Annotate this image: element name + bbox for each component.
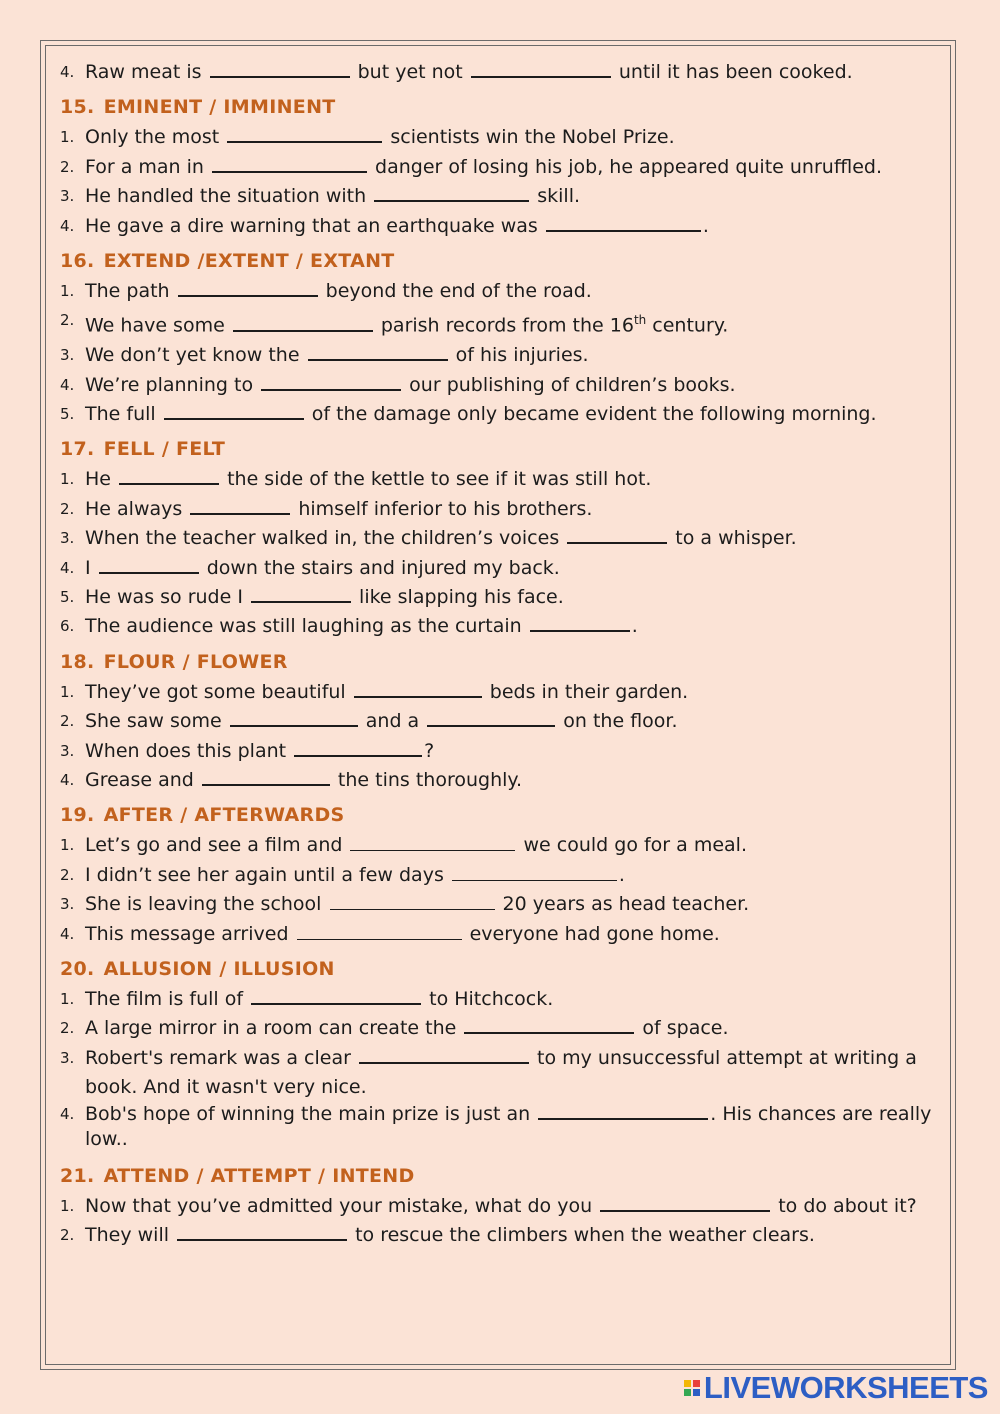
section-heading: 19. AFTER / AFTERWARDS [60, 804, 345, 827]
question-item: 1. Let’s go and see a film and we could go for a meal. [60, 834, 747, 857]
worksheet-content [60, 58, 940, 1250]
question-item: 3. She is leaving the school 20 years as head teacher. [60, 893, 750, 916]
answer-blank[interactable] [471, 60, 611, 78]
answer-blank[interactable] [600, 1194, 770, 1212]
logo-icon [684, 1380, 700, 1396]
question-item: 2. For a man in danger of losing his job, he appeared quite unruffled. [60, 155, 882, 178]
answer-blank[interactable] [230, 709, 358, 727]
answer-blank[interactable] [227, 125, 382, 143]
question-item: 4. This message arrived everyone had gone home. [60, 922, 720, 945]
answer-blank[interactable] [297, 923, 462, 940]
section-heading: 16. EXTEND /EXTENT / EXTANT [60, 250, 395, 273]
answer-blank[interactable] [177, 1223, 347, 1241]
answer-blank[interactable] [374, 184, 529, 202]
liveworksheets-logo[interactable] [684, 1370, 988, 1406]
answer-blank[interactable] [350, 834, 515, 851]
question-number: 4. [60, 63, 75, 81]
question-text: Raw meat is but yet not until it has been cooked. [85, 61, 853, 83]
question-item: 5. He was so rude I like slapping his face. [60, 586, 564, 609]
question-item: 1. Now that you’ve admitted your mistake, what do you to do about it? [60, 1194, 917, 1217]
question-item: 1. He the side of the kettle to see if it was still hot. [60, 468, 652, 491]
answer-blank[interactable] [202, 768, 330, 786]
question-item: 2. We have some parish records from the 16th century. [60, 311, 729, 337]
logo-square-blue [693, 1389, 700, 1396]
question-item: 2. A large mirror in a room can create the of space. [60, 1017, 729, 1040]
answer-blank[interactable] [567, 526, 667, 544]
question-item: 4. He gave a dire warning that an earthquake was . [60, 214, 709, 237]
question-item [60, 58, 940, 87]
section-heading: 21. ATTEND / ATTEMPT / INTEND [60, 1164, 415, 1187]
answer-blank[interactable] [530, 614, 630, 632]
answer-blank[interactable] [452, 864, 617, 881]
answer-blank[interactable] [210, 60, 350, 78]
question-item: 4. We’re planning to our publishing of children’s books. [60, 373, 736, 396]
answer-blank[interactable] [99, 556, 199, 574]
logo-square-yellow [684, 1380, 691, 1387]
logo-text: LIVEWORKSHEETS [703, 1370, 988, 1405]
section-heading: 20. ALLUSION / ILLUSION [60, 958, 335, 981]
question-item: 2. He always himself inferior to his brothers. [60, 497, 593, 520]
section-heading: 15. EMINENT / IMMINENT [60, 96, 336, 119]
question-item: 2. I didn’t see her again until a few days . [60, 863, 625, 886]
answer-blank[interactable] [251, 987, 421, 1005]
answer-blank[interactable] [294, 739, 422, 757]
answer-blank[interactable] [330, 893, 495, 910]
question-item: 1. The film is full of to Hitchcock. [60, 988, 554, 1011]
answer-blank[interactable] [538, 1102, 708, 1120]
answer-blank[interactable] [427, 709, 555, 727]
question-item: 1. They’ve got some beautiful beds in their garden. [60, 680, 689, 703]
question-item: 4. Bob's hope of winning the main prize is just an . His chances are really low.. [60, 1102, 932, 1150]
question-item: 3. We don’t yet know the of his injuries. [60, 344, 589, 367]
answer-blank[interactable] [308, 343, 448, 361]
logo-square-green [684, 1389, 691, 1396]
answer-blank[interactable] [164, 402, 304, 420]
answer-blank[interactable] [251, 585, 351, 603]
question-item: 2. They will to rescue the climbers when the weather clears. [60, 1223, 815, 1246]
question-item: 3. Robert's remark was a clear to my unsuccessful attempt at writing a book. And it wasn't very nice. [60, 1046, 917, 1098]
question-item: 3. When the teacher walked in, the children’s voices to a whisper. [60, 527, 797, 550]
answer-blank[interactable] [546, 214, 701, 232]
answer-blank[interactable] [261, 373, 401, 391]
logo-square-red [693, 1380, 700, 1387]
question-item: 5. The full of the damage only became evident the following morning. [60, 402, 877, 425]
section-heading: 17. FELL / FELT [60, 438, 226, 461]
question-item: 6. The audience was still laughing as the curtain . [60, 615, 638, 638]
question-item: 1. The path beyond the end of the road. [60, 280, 592, 303]
answer-blank[interactable] [190, 497, 290, 515]
question-item: 3. He handled the situation with skill. [60, 185, 581, 208]
answer-blank[interactable] [212, 155, 367, 173]
section-heading: 18. FLOUR / FLOWER [60, 650, 288, 673]
answer-blank[interactable] [233, 314, 373, 332]
answer-blank[interactable] [464, 1016, 634, 1034]
question-item: 4. Grease and the tins thoroughly. [60, 769, 522, 792]
answer-blank[interactable] [119, 467, 219, 485]
answer-blank[interactable] [354, 680, 482, 698]
question-item: 3. When does this plant ? [60, 739, 435, 762]
question-item: 1. Only the most scientists win the Nobel Prize. [60, 126, 675, 149]
answer-blank[interactable] [178, 279, 318, 297]
answer-blank[interactable] [359, 1046, 529, 1064]
question-item: 4. I down the stairs and injured my back. [60, 556, 560, 579]
question-item: 2. She saw some and a on the floor. [60, 710, 678, 733]
